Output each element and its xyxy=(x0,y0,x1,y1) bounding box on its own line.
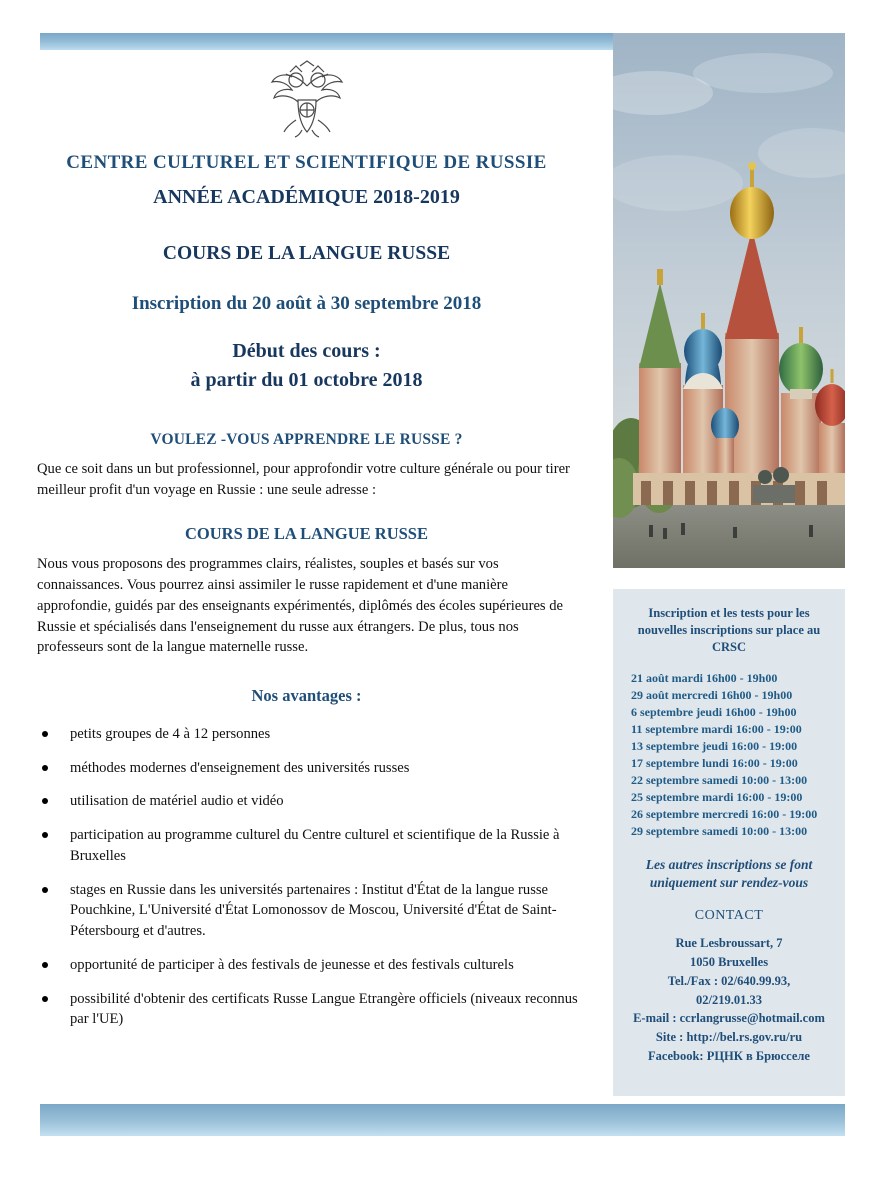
contact-email[interactable]: E-mail : ccrlangrusse@hotmail.com xyxy=(633,1011,825,1026)
russian-eagle-emblem xyxy=(0,60,613,138)
contact-phone-2: 02/219.01.33 xyxy=(696,992,762,1007)
list-item: participation au programme culturel du Centre culturel et scientifique de la Russie à Bruxelles xyxy=(40,825,583,866)
bottom-decorative-bar xyxy=(40,1104,845,1136)
list-item: 22 septembre samedi 10:00 - 13:00 xyxy=(631,772,808,787)
course-paragraph: Nous vous proposons des programmes clairs, réalistes, souples et basés sur vos connaissances. Vous pourrez ainsi assimiler le russe rapidement et d'une manière approfondie, guidés par des enseignants expérimentés, diplômés des écoles supérieures de Russie et spécialisés dans l'enseignement du russe aux étrangers. De plus, tous nos professeurs sont de la langue maternelle russe. xyxy=(37,556,564,656)
main-content xyxy=(0,50,613,1043)
course-start-line2: à partir du 01 octobre 2018 xyxy=(190,369,423,391)
list-item: 11 septembre mardi 16:00 - 19:00 xyxy=(631,721,802,736)
contact-facebook[interactable]: Facebook: РЦНК в Брюсселе xyxy=(648,1048,810,1063)
academic-year: ANNÉE ACADÉMIQUE 2018-2019 xyxy=(153,186,460,208)
saint-basil-cathedral-photo xyxy=(613,33,845,568)
registration-dates-list xyxy=(613,670,845,840)
org-title: CENTRE CULTUREL ET SCIENTIFIQUE DE RUSSIE xyxy=(66,152,547,173)
advantages-heading: Nos avantages : xyxy=(251,686,362,706)
right-column xyxy=(613,33,845,1096)
contact-street: Rue Lesbroussart, 7 xyxy=(675,936,783,951)
contact-website[interactable]: Site : http://bel.rs.gov.ru/ru xyxy=(655,1030,803,1045)
list-item: opportunité de participer à des festivals de jeunesse et des festivals culturels xyxy=(40,955,583,976)
registration-period: Inscription du 20 août à 30 septembre 2018 xyxy=(131,293,482,314)
contact-phone-1: Tel./Fax : 02/640.99.93, xyxy=(667,973,791,988)
list-item: 29 septembre samedi 10:00 - 13:00 xyxy=(631,823,808,838)
list-item: possibilité d'obtenir des certificats Russe Langue Etrangère officiels (niveaux reconnus par l'UE) xyxy=(40,989,583,1030)
appointment-note: Les autres inscriptions se font uniquement sur rendez-vous xyxy=(645,856,813,891)
list-item: 26 septembre mercredi 16:00 - 19:00 xyxy=(631,806,818,821)
list-item: petits groupes de 4 à 12 personnes xyxy=(40,724,583,745)
list-item: 21 août mardi 16h00 - 19h00 xyxy=(631,670,778,685)
course-start xyxy=(0,337,613,395)
cathedral-illustration xyxy=(613,33,845,568)
advantages-list xyxy=(40,724,583,1030)
course-start-line1: Début des cours : xyxy=(232,340,381,362)
contact-block xyxy=(613,934,845,1065)
list-item: 17 septembre lundi 16:00 - 19:00 xyxy=(631,755,798,770)
list-item: stages en Russie dans les universités partenaires : Institut d'État de la langue russe Pouchkine, L'Université d'État Lomonossov de Moscou, Université d'État de Saint-Pétersbourg et d'autres. xyxy=(40,880,583,942)
list-item: 6 septembre jeudi 16h00 - 19h00 xyxy=(631,704,797,719)
list-item: 29 août mercredi 16h00 - 19h00 xyxy=(631,687,793,702)
course-title: COURS DE LA LANGUE RUSSE xyxy=(162,243,451,264)
question-heading: VOULEZ -VOUS APPRENDRE LE RUSSE ? xyxy=(150,431,463,448)
top-decorative-bar xyxy=(40,33,613,50)
contact-title: CONTACT xyxy=(694,908,764,924)
panel-heading: Inscription et les tests pour les nouvelles inscriptions sur place au CRSC xyxy=(637,606,821,654)
registration-panel xyxy=(613,589,845,1096)
list-item: utilisation de matériel audio et vidéo xyxy=(40,791,583,812)
question-paragraph: Que ce soit dans un but professionnel, pour approfondir votre culture générale ou pour tirer meilleur profit d'un voyage en Russie : une seule adresse : xyxy=(37,461,570,498)
list-item: 13 septembre jeudi 16:00 - 19:00 xyxy=(631,738,798,753)
contact-city: 1050 Bruxelles xyxy=(689,955,769,970)
course-heading: COURS DE LA LANGUE RUSSE xyxy=(185,524,428,544)
list-item: 25 septembre mardi 16:00 - 19:00 xyxy=(631,789,803,804)
list-item: méthodes modernes d'enseignement des universités russes xyxy=(40,758,583,779)
